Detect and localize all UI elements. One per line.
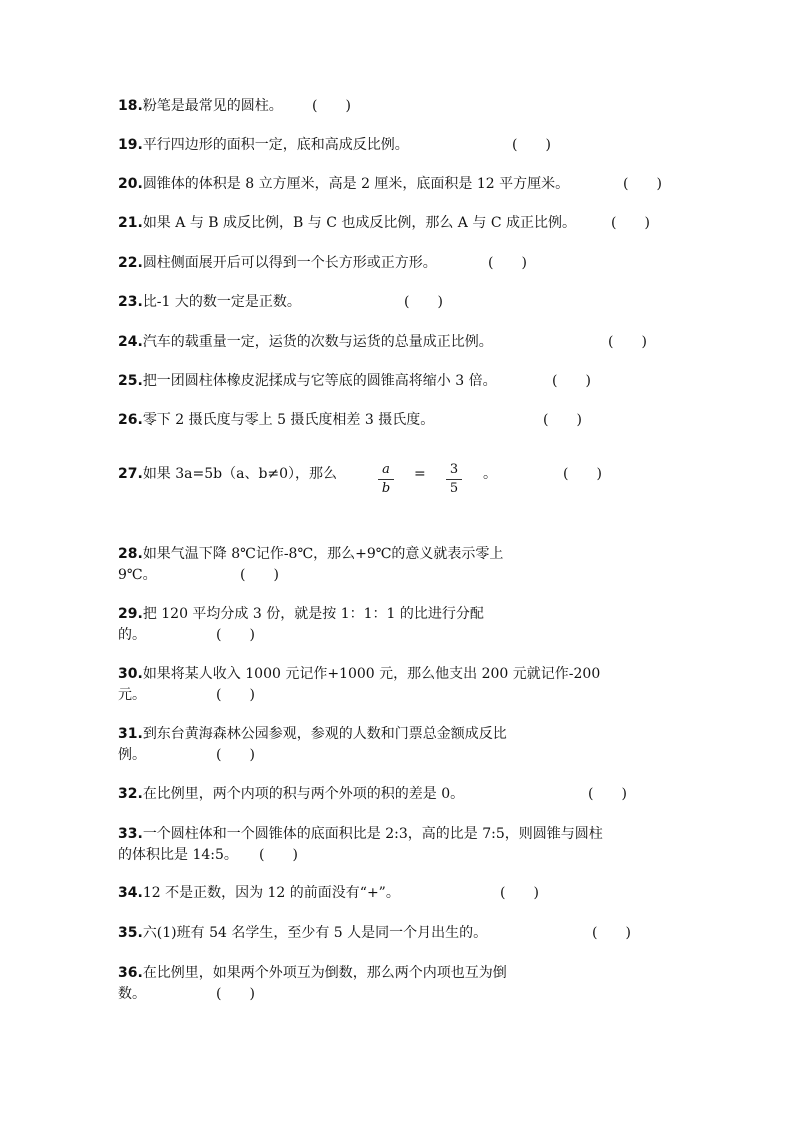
fraction-denominator: 5 bbox=[449, 481, 459, 496]
question-27 bbox=[118, 464, 337, 484]
answer-parentheses[interactable]: ( ) bbox=[611, 215, 650, 231]
question-text: 如果气温下降 8℃记作-8℃，那么+9℃的意义就表示零上 bbox=[142, 546, 504, 562]
period: 。 bbox=[483, 466, 497, 482]
answer-parentheses[interactable]: ( ) bbox=[543, 412, 582, 428]
question-number: 36. bbox=[118, 965, 143, 981]
fraction-numerator: a bbox=[378, 462, 394, 480]
question-text: 圆柱侧面展开后可以得到一个长方形或正方形。 bbox=[142, 255, 437, 271]
answer-parentheses[interactable]: ( ) bbox=[500, 885, 539, 901]
question-text: 把 120 平均分成 3 份，就是按 1：1：1 的比进行分配 bbox=[142, 606, 484, 622]
answer-parentheses[interactable]: ( ) bbox=[488, 255, 527, 271]
answer-parentheses[interactable]: ( ) bbox=[216, 627, 255, 643]
question-26 bbox=[118, 410, 434, 430]
question-text-line2: 的。 bbox=[118, 627, 146, 643]
question-number: 35. bbox=[118, 925, 143, 941]
question-18 bbox=[118, 96, 283, 116]
question-text: 六(1)班有 54 名学生，至少有 5 人是同一个月出生的。 bbox=[142, 925, 488, 941]
question-text-line2: 数。 bbox=[118, 986, 146, 1002]
question-33 bbox=[118, 824, 603, 844]
question-number: 31. bbox=[118, 726, 143, 742]
question-text: 把一团圆柱体橡皮泥揉成与它等底的圆锥高将缩小 3 倍。 bbox=[142, 373, 497, 389]
answer-parentheses[interactable]: ( ) bbox=[588, 786, 627, 802]
question-number: 22. bbox=[118, 255, 143, 271]
question-21 bbox=[118, 213, 576, 233]
question-30 bbox=[118, 664, 600, 684]
question-36 bbox=[118, 963, 507, 983]
question-text: 在比例里，如果两个外项互为倒数，那么两个内项也互为倒 bbox=[142, 965, 507, 981]
answer-parentheses[interactable]: ( ) bbox=[608, 334, 647, 350]
question-text: 一个圆柱体和一个圆锥体的底面积比是 2:3，高的比是 7:5，则圆锥与圆柱 bbox=[142, 826, 603, 842]
question-number: 29. bbox=[118, 606, 143, 622]
question-number: 32. bbox=[118, 786, 143, 802]
question-number: 24. bbox=[118, 334, 143, 350]
answer-parentheses[interactable]: ( ) bbox=[563, 466, 602, 482]
answer-parentheses[interactable]: ( ) bbox=[512, 137, 551, 153]
question-text-line2: 元。 bbox=[118, 687, 146, 703]
answer-parentheses[interactable]: ( ) bbox=[312, 98, 351, 114]
question-number: 28. bbox=[118, 546, 143, 562]
question-28 bbox=[118, 544, 503, 564]
question-19 bbox=[118, 135, 409, 155]
question-number: 27. bbox=[118, 466, 143, 482]
fraction-a-over-b bbox=[378, 462, 394, 497]
question-text: 如果 3a=5b（a、b≠0），那么 bbox=[142, 466, 338, 482]
answer-parentheses[interactable]: ( ) bbox=[240, 567, 279, 583]
question-text: 圆锥体的体积是 8 立方厘米，高是 2 厘米，底面积是 12 平方厘米。 bbox=[142, 176, 570, 192]
answer-parentheses[interactable]: ( ) bbox=[216, 747, 255, 763]
question-text: 如果 A 与 B 成反比例，B 与 C 也成反比例，那么 A 与 C 成正比例。 bbox=[142, 215, 576, 231]
question-text: 平行四边形的面积一定，底和高成反比例。 bbox=[142, 137, 409, 153]
question-number: 25. bbox=[118, 373, 143, 389]
answer-parentheses[interactable]: ( ) bbox=[404, 294, 443, 310]
question-text: 汽车的载重量一定，运货的次数与运货的总量成正比例。 bbox=[142, 334, 493, 350]
question-number: 34. bbox=[118, 885, 143, 901]
answer-parentheses[interactable]: ( ) bbox=[216, 986, 255, 1002]
question-text-line2: 9℃。 bbox=[118, 567, 157, 583]
fraction-numerator: 3 bbox=[446, 462, 462, 480]
answer-parentheses[interactable]: ( ) bbox=[552, 373, 591, 389]
question-text: 12 不是正数，因为 12 的前面没有“+”。 bbox=[142, 885, 400, 901]
question-35 bbox=[118, 923, 487, 943]
fraction-3-over-5 bbox=[446, 462, 462, 497]
answer-parentheses[interactable]: ( ) bbox=[592, 925, 631, 941]
question-text: 零下 2 摄氏度与零上 5 摄氏度相差 3 摄氏度。 bbox=[142, 412, 435, 428]
question-number: 33. bbox=[118, 826, 143, 842]
question-number: 18. bbox=[118, 98, 143, 114]
equals-sign: = bbox=[414, 466, 426, 482]
answer-parentheses[interactable]: ( ) bbox=[623, 176, 662, 192]
question-number: 26. bbox=[118, 412, 143, 428]
question-31 bbox=[118, 724, 507, 744]
question-number: 20. bbox=[118, 176, 143, 192]
question-34 bbox=[118, 883, 400, 903]
question-32 bbox=[118, 784, 464, 804]
question-20 bbox=[118, 174, 569, 194]
question-text: 比-1 大的数一定是正数。 bbox=[142, 294, 301, 310]
question-24 bbox=[118, 332, 493, 352]
question-text-line2: 例。 bbox=[118, 747, 146, 763]
question-23 bbox=[118, 292, 301, 312]
answer-parentheses[interactable]: ( ) bbox=[259, 847, 298, 863]
question-text: 粉笔是最常见的圆柱。 bbox=[142, 98, 283, 114]
question-text: 在比例里，两个内项的积与两个外项的积的差是 0。 bbox=[142, 786, 465, 802]
question-text: 如果将某人收入 1000 元记作+1000 元，那么他支出 200 元就记作-200 bbox=[142, 666, 601, 682]
question-22 bbox=[118, 253, 437, 273]
question-text-line2: 的体积比是 14:5。 bbox=[118, 847, 238, 863]
answer-parentheses[interactable]: ( ) bbox=[216, 687, 255, 703]
question-number: 19. bbox=[118, 137, 143, 153]
question-number: 21. bbox=[118, 215, 143, 231]
question-25 bbox=[118, 371, 497, 391]
question-number: 23. bbox=[118, 294, 143, 310]
question-29 bbox=[118, 604, 484, 624]
fraction-denominator: b bbox=[381, 481, 391, 496]
question-text: 到东台黄海森林公园参观，参观的人数和门票总金额成反比 bbox=[142, 726, 507, 742]
question-number: 30. bbox=[118, 666, 143, 682]
